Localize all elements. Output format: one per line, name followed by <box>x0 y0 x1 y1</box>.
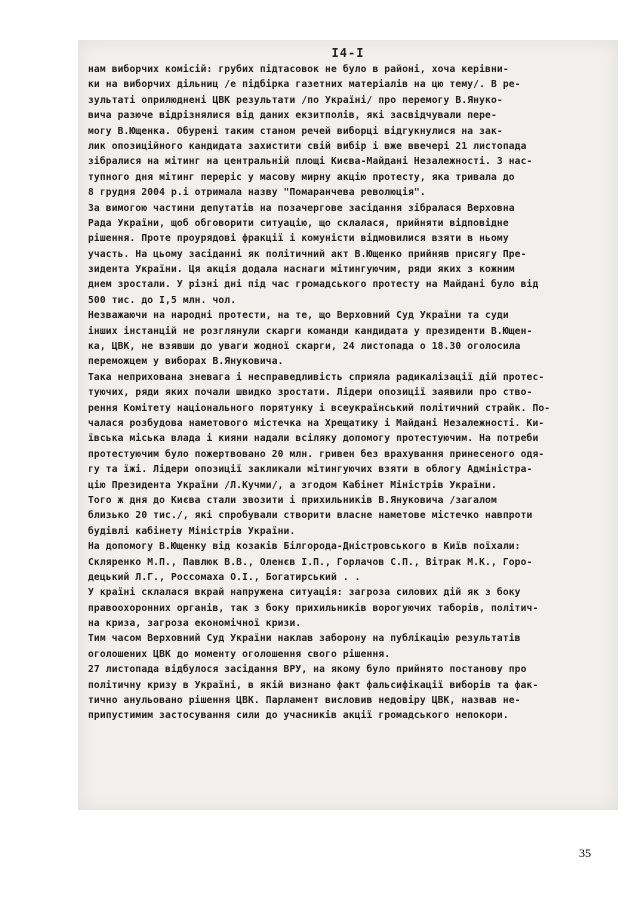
folio-number: I4-I <box>331 46 365 60</box>
text-line: зібралися на мітинг на центральній площі Києва-Майдані Незалежності. З нас- <box>88 156 533 168</box>
text-line: переможцем у виборах В.Януковича. <box>88 356 284 368</box>
text-line: участь. На цьому засіданні як політичний акт В.Ющенко прийняв присягу Пре- <box>88 248 527 260</box>
text-line: ївська міська влада і кияни надали всіляку допомогу протестуючим. На потреби <box>88 433 539 445</box>
text-line: На допомогу В.Ющенку від козаків Білгорода-Дністровського в Київ поїхали: <box>88 541 521 553</box>
text-line: інших інстанцій не розглянули скарги команди кандидата у президенти В.Ющен- <box>88 325 533 337</box>
text-line: Така неприхована зневага і несправедливість сприяла радикалізації дій протес- <box>88 371 545 383</box>
text-line: зидента України. Ця акція додала наснаги мітингуючим, ряди яких з кожним <box>88 264 515 276</box>
text-line: вича разюче відрізнялися від даних екзитполів, які засвідчували пере- <box>88 110 497 122</box>
text-line: політичну кризу в Україні, в якій визнано факт фальсифікації виборів та фак- <box>88 679 539 691</box>
text-line: Тим часом Верховний Суд України наклав заборону на публікацію результатів <box>88 633 521 645</box>
typewritten-text <box>88 62 608 724</box>
text-line: рення Комітету національного порятунку і всеукраїнський політичний страйк. По- <box>88 402 551 414</box>
text-line: цію Президента України /Л.Кучми/, а згодом Кабінет Міністрів України. <box>88 479 497 491</box>
text-line: тично анульовано рішення ЦВК. Парламент висловив недовіру ЦВК, назвав не- <box>88 695 521 707</box>
text-line: близько 20 тис./, які спробували створити власне наметове містечко навпроти <box>88 510 533 522</box>
text-line: 27 листопада відбулося засідання ВРУ, на якому було прийнято постанову про <box>88 664 527 676</box>
text-line: туючих, ряди яких почали швидко зростати. Лідери опозиції заявили про ство- <box>88 387 533 399</box>
text-line: чалася розбудова наметового містечка на Хрещатику і Майдані Незалежності. Ки- <box>88 417 545 429</box>
text-line: днем зростали. У різні дні під час громадського протесту на Майдані було від <box>88 279 539 291</box>
text-line: нам виборчих комісій: грубих підтасовок не було в районі, хоча керівни- <box>88 64 509 75</box>
text-line: Скляренко М.П., Павлюк В.В., Оленєв І.П., Горлачов С.П., Вітрак М.К., Горо- <box>88 556 533 568</box>
text-line: гу та їжі. Лідери опозиції закликали мітингуючих взяти в облогу Адміністра- <box>88 464 533 476</box>
text-line: У країні склалася вкрай напружена ситуація: загроза силових дій як з боку <box>88 587 521 599</box>
text-line: ка, ЦВК, не взявши до уваги жодної скарги, 24 листопада о 18.30 оголосила <box>88 341 521 353</box>
text-line: 8 грудня 2004 р.і отримала назву "Помаранчева революція". <box>88 187 426 199</box>
text-line: оголошених ЦВК до моменту оголошення свого рішення. <box>88 648 391 660</box>
text-line: тупного дня мітинг переріс у масову мирну акцію протесту, яка тривала до <box>88 171 515 183</box>
text-line: правоохоронних органів, так з боку прихильників ворогуючих таборів, політич- <box>88 602 539 614</box>
page-number: 35 <box>579 846 591 860</box>
text-line: Того ж дня до Києва стали звозити і прихильників В.Януковича /загалом <box>88 494 497 506</box>
text-line: могу В.Ющенка. Обурені таким станом речей виборці відгукнулися на зак- <box>88 125 503 137</box>
text-line: припустимим застосування сили до учасників акції громадського непокори. <box>88 710 509 722</box>
text-line: Незважаючи на народні протести, на те, що Верховний Суд України та суди <box>88 310 509 322</box>
text-line: децький Л.Г., Россомаха О.І., Богатирський . . <box>88 571 361 583</box>
text-line: Рада України, щоб обговорити ситуацію, що склалася, прийняти відповідне <box>88 217 509 229</box>
text-line: будівлі кабінету Міністрів України. <box>88 525 296 537</box>
text-line: зультаті оприлюднені ЦВК результати /по Україні/ про перемогу В.Януко- <box>88 94 503 106</box>
text-line: протестуючим було пожертвовано 20 млн. гривен без врахування принесеного одя- <box>88 448 545 460</box>
text-line: За вимогою частини депутатів на позачергове засідання зібралася Верховна <box>88 202 515 214</box>
text-line: на криза, загроза економічної кризи. <box>88 618 302 630</box>
text-line: ки на виборчих дільниц /е підбірка газетних матеріалів на цю тему/. В ре- <box>88 79 521 91</box>
text-line: лик опозиційного кандидата захистити свій вибір і вже ввечері 21 листопада <box>88 140 527 152</box>
scanned-page <box>78 40 618 810</box>
text-line: рішення. Проте проурядові фракції і комуністи відмовилися взяти в ньому <box>88 233 509 245</box>
text-line: 500 тис. до I,5 млн. чол. <box>88 294 237 306</box>
